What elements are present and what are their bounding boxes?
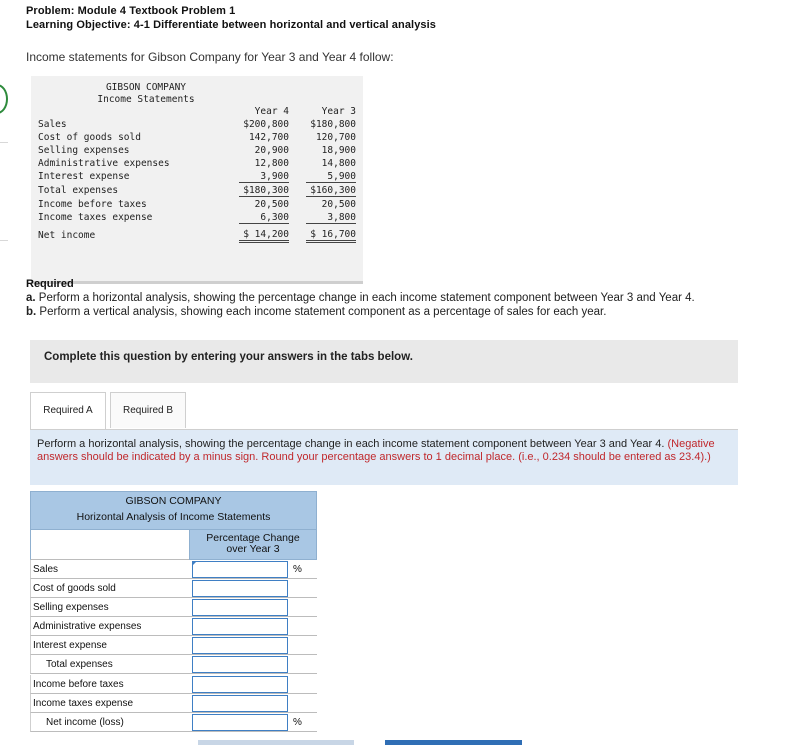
statement-year4-value: 142,700 (248, 132, 289, 143)
statement-row-label: Income before taxes (38, 199, 147, 210)
statement-row-label: Administrative expenses (38, 158, 170, 169)
row-label: Sales (33, 564, 59, 575)
statement-year3-value: 18,900 (321, 145, 356, 156)
table-row (30, 560, 317, 579)
learning-objective: Learning Objective: 4-1 Differentiate between horizontal and vertical analysis (26, 19, 437, 31)
analysis-label-header (30, 530, 189, 560)
total-expenses-pct-input[interactable] (192, 656, 288, 673)
problem-title: Problem: Module 4 Textbook Problem 1 (26, 5, 236, 17)
next-button[interactable] (385, 740, 522, 745)
statement-row-label: Sales (38, 119, 67, 130)
statement-row-label: Cost of goods sold (38, 132, 141, 143)
statement-year4-value: $200,800 (243, 119, 289, 130)
row-label: Income before taxes (33, 679, 124, 690)
statement-row-label: Selling expenses (38, 145, 130, 156)
tab-required-a[interactable]: Required A (30, 392, 106, 429)
row-label: Cost of goods sold (33, 583, 116, 594)
income-taxes-pct-input[interactable] (192, 695, 288, 712)
tab-instructions (30, 429, 738, 485)
statement-year4-value: 3,900 (239, 171, 289, 183)
prev-button[interactable] (198, 740, 354, 745)
col-header-year4: Year 4 (254, 106, 289, 117)
statement-row-label: Net income (38, 230, 96, 241)
left-edge-divider (0, 142, 8, 143)
statement-year4-value: 12,800 (254, 158, 289, 169)
income-before-taxes-pct-input[interactable] (192, 676, 288, 693)
left-edge-divider (0, 240, 8, 241)
sales-pct-input[interactable] (192, 561, 288, 578)
table-row (30, 713, 317, 732)
table-row (30, 636, 317, 655)
table-row (30, 598, 317, 617)
statement-year3-value: 14,800 (321, 158, 356, 169)
statement-year3-value: $180,800 (310, 119, 356, 130)
income-statement-table (31, 76, 363, 284)
row-label: Selling expenses (33, 602, 109, 613)
table-row (30, 694, 317, 713)
analysis-title-block (30, 491, 317, 530)
statement-row-label: Income taxes expense (38, 212, 153, 223)
statement-year4-value: 20,900 (254, 145, 289, 156)
table-row (30, 655, 317, 674)
statement-year3-value: $ 16,700 (306, 229, 356, 243)
statement-year3-value: $160,300 (306, 185, 356, 197)
analysis-company: GIBSON COMPANY (125, 495, 222, 507)
intro-text: Income statements for Gibson Company for Year 3 and Year 4 follow: (26, 50, 394, 64)
table-row (30, 579, 317, 598)
row-label: Income taxes expense (33, 698, 134, 709)
selling-expenses-pct-input[interactable] (192, 599, 288, 616)
required-b-text: b. Perform a vertical analysis, showing each income statement component as a percentage of sales for each year. (26, 306, 607, 318)
statement-title: Income Statements (97, 94, 195, 105)
statement-row-label: Total expenses (38, 185, 119, 196)
statement-year4-value: $ 14,200 (239, 229, 289, 243)
cogs-pct-input[interactable] (192, 580, 288, 597)
instructions-note: (Negative answers should be indicated by a minus sign. Round your percentage answers to 1 decimal place. (i.e., 0.234 should be entered as 23.4).) (37, 438, 715, 463)
row-label: Administrative expenses (33, 621, 142, 632)
row-label: Net income (loss) (46, 717, 124, 728)
statement-year3-value: 20,500 (321, 199, 356, 210)
tab-required-b[interactable]: Required B (110, 392, 186, 428)
row-label: Interest expense (33, 640, 107, 651)
row-label: Total expenses (46, 659, 113, 670)
statement-year4-value: 20,500 (254, 199, 289, 210)
percent-sign: % (293, 717, 302, 728)
table-row (30, 675, 317, 694)
statement-company: GIBSON COMPANY (105, 82, 187, 93)
analysis-column-header: Percentage Change over Year 3 (189, 530, 317, 560)
statement-year3-value: 3,800 (306, 212, 356, 224)
left-edge-circle (0, 84, 8, 114)
statement-row-label: Interest expense (38, 171, 130, 182)
instructions-main: Perform a horizontal analysis, showing the percentage change in each income statement component between Year 3 and Year 4. (37, 438, 665, 450)
admin-expenses-pct-input[interactable] (192, 618, 288, 635)
analysis-title: Horizontal Analysis of Income Statements (76, 511, 271, 523)
table-row (30, 617, 317, 636)
required-a-text: a. Perform a horizontal analysis, showing the percentage change in each income statement component between Year 3 and Year 4. (26, 292, 695, 304)
col-header-year3: Year 3 (321, 106, 356, 117)
instruction-banner: Complete this question by entering your answers in the tabs below. (30, 340, 738, 383)
interest-expense-pct-input[interactable] (192, 637, 288, 654)
statement-year4-value: 6,300 (239, 212, 289, 224)
statement-year4-value: $180,300 (239, 185, 289, 197)
cell-marker-icon (192, 561, 197, 566)
percent-sign: % (293, 564, 302, 575)
statement-year3-value: 5,900 (306, 171, 356, 183)
net-income-pct-input[interactable] (192, 714, 288, 731)
required-heading: Required (26, 278, 74, 290)
statement-year3-value: 120,700 (315, 132, 356, 143)
